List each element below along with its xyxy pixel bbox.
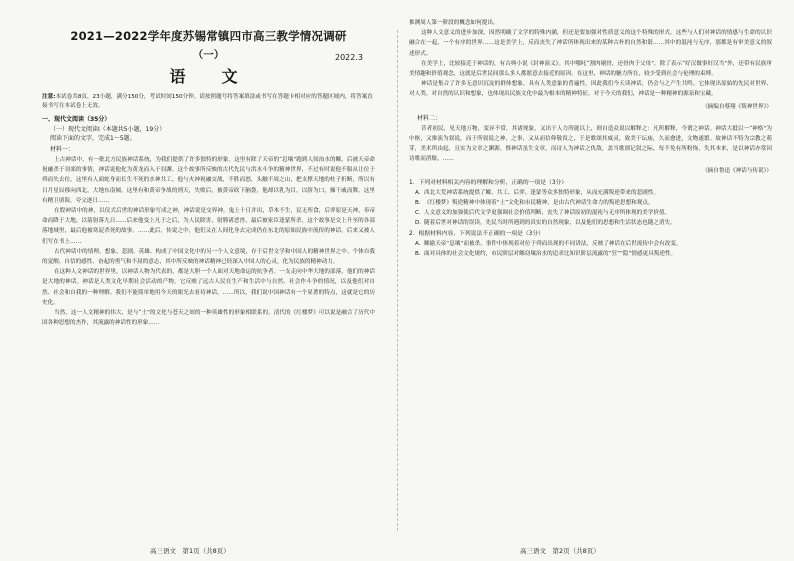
option-text: 鲧偷天帝“息壤”而被杀，事件中体现着对位于舜而出现的不同讲法，反映了神话在后世流传中会有改变。 xyxy=(424,241,682,248)
instruction: 阅读下面的文字，完成1～5题。 xyxy=(50,135,136,142)
question-option xyxy=(409,188,772,198)
question-stem: 1．下列对材料相关内容的理解和分析，正确的一项是（3分） xyxy=(409,180,568,187)
paragraph: 古代神话中的情理、想象、悲剧、英雄、构成了中国文化中的另一个人文意境，存于后世文学和中国人的精神世界之中。个体自我的觉醒、自信的感性、奋起的勇气和不屈的意志，其中所反映的神话精神已经深入中国人的心灵，化为民族的精神动力。 xyxy=(42,248,375,266)
option-text: 西北大荒神话系统提供了鲧、共工、后羿、逢蒙等众多独特形象，从而充满叛逆带来的悲剧性。 xyxy=(424,190,659,197)
page-footer-right: 高三语文 第2页（共8页） xyxy=(520,547,600,555)
notice xyxy=(42,93,375,111)
paragraph: 当然，这一人文精神的伟大，是与“土”的文化与苍天之间的一种英雄性的形象相联系的。清代的《红楼梦》可以说是融合了历代中国各种思想的杰作，其流露的神话性的形象…… xyxy=(42,310,375,327)
exam-date: 2022.3 xyxy=(335,53,363,62)
paragraph: 在殷神话中的神，以仪式后世的神话形象写成之神，神话说是交界神。鬼上十日并出，草木不生，民无所食，后羿原是天神，奉帝命而降于大地，以箭射落九日……后来他变上凡于之后，为人民除害，射塍诸恶兽，最后被家臣逢蒙所杀。这个故事是交上升至的各部落地域里，最后他被寒浞杀死的故事。……此后，传说之中，他们又在人间化身去完成仍在东北的原始民族中流传的神话，后来又被人们写在书上…… xyxy=(42,208,375,245)
option-letter: B． xyxy=(415,200,425,207)
paragraph: 上古神话中，有一批北方民族神话系统，为我们提供了许多独特的形象。这里有除了天帝的“息壤”跑到人间治水的鲧，后被天帝命祝融杀于羽郊的事情，神话说他化为黄龙而入于羽渊。这个故事所反映的古代先民与洪水斗争的精神世界，不过有时说他不服从让位于舜而失去位。这里有人面蛇身而长生不死的水神共工，他与火神祝融交战，不胜而怒，头触不周之山，把支撑天地的柱子折断，所以有日月星辰移向西北，大地东南倾，这里有和黄帝争战的刑天，失败后，被黄帝砍下脑袋，他却以乳为目，以脐为口，操干戚而舞。这里有精卫填海，夸父逐日…… xyxy=(42,157,375,204)
subsection-heading: （一）现代文阅读Ⅰ（本题共5小题，19分） xyxy=(50,126,166,133)
material-label: 材料二： xyxy=(417,114,442,122)
option-text: 随着后世对神话的误读，先民当时所遇到的真实的自然现象，以及他们的思想和生活状态也随之消失。 xyxy=(424,220,676,227)
question-stem: 2．根据材料内容，下列说法不正确的一项是（3分） xyxy=(409,231,544,238)
question-option xyxy=(409,239,772,249)
section-heading: 一、现代文阅读（35分） xyxy=(42,116,111,123)
paragraph: 神话是集合了许多无意识沉淀的群体想象。具有人类意象的普遍性。因此我们今天读神话，仍会与之产生共鸣。它体现出原始的先民对世界、对人类、对自然的认识和想象，也体现出民族文化中最为根本的精神特征。对于今天的我们，神话是一种精神的源泉和宝藏。 xyxy=(409,81,772,98)
paragraph: 在这种人文神话的世界里，以神话人物为代表的，都是大胆一个人面对天地命运的抗争者。一支走向中华大地的部落，他们的神话是大地的神话。神话是人类文化早期社会活动的产物。它反映了远古人民在生产和生活中与自然、社会作斗争的情况，以及他们对自然、社会和自我的一种理解。我们不能简单地用今天的眼光去看待神话。……所以，我们说中国神话有一个显著的特点，这就是它的历史化。 xyxy=(42,269,375,306)
option-letter: A． xyxy=(415,241,425,248)
exam-title: 2021—2022学年度苏锡常镇四市高三教学情况调研 xyxy=(70,29,347,43)
option-letter: C． xyxy=(415,210,425,217)
option-text: 《红楼梦》叛逆精神中体现着“土”文化和市民精神，是由古代神话生命力的叛逆思想和观点。 xyxy=(424,200,654,207)
paragraph: 昔者初民，见天地万物，变异不常，其诸现象，又出于人力所能以上，则自造众说以解释之：凡所解释，今谓之神话。神话大抵以一“神格”为中枢，又推演为叙说，而于所叙说之神，之事，又从而信仰敬畏之，于是歌颂其威灵，致美于坛庙，久而愈进，文物遂繁。故神话不特为宗教之萌芽，美术所由起，且实为文章之渊源。惟神话虽生文章，而诗人为神话之仇敌，盖当歌颂记叙之际，每不免有所粉饰，失其本来，是以神话亦常因诗歌而消歇。…… xyxy=(409,125,772,163)
volume-line xyxy=(42,47,375,62)
option-text: 人文意义的加强使后代文学更强调社会价值判断，丧失了神话原初的混沌与无序所体现的美学价值。 xyxy=(424,210,671,217)
option-letter: A． xyxy=(415,190,425,197)
option-text: 面对具体的社会文化规约，市民阶层对鲧窃壤治水的追求比知识阶层流露的“狂”“隐”情感更具叛逆性。 xyxy=(424,251,677,258)
source-citation: （摘编自蔡翔《叛神世界》） xyxy=(702,103,772,110)
question-option xyxy=(409,218,772,228)
page-right xyxy=(397,0,794,561)
notice-label: 注意: xyxy=(42,94,56,100)
option-letter: B． xyxy=(415,251,425,258)
notice-text: 本试卷共8页，23小题，满分150分，考试时间150分钟。请按照题号将答案填涂或书写在答题卡相对应的答题区域内，将答案直接书写在本试卷上无效。 xyxy=(42,94,373,109)
question-option xyxy=(409,208,772,218)
material-label: 材料一： xyxy=(50,146,75,153)
paragraph: 在美学上，比较接近于神话的，有古典小说《封神演义》。其中哪吒“割肉剔骨，还骨肉于父母”，除了表示“好汉做事好汉当”外，还带有民族审美情趣和价值观念，这就是后世民间那么多人都愿意去接近的原因。在这里，神话的魅力所在，较少受到社会与伦理的束缚。 xyxy=(409,60,772,78)
option-letter: D． xyxy=(415,220,425,227)
question-option xyxy=(409,249,772,259)
paragraph: 推测周人第一阶段的概念如何提出。 xyxy=(409,20,499,26)
paragraph: 这种人文意义的进步加深，因然明确了文学的特殊内涵，但还是要加强对性质意义的这个特殊的形式。这些与人们对神话的情感与生命的认识融合在一起，一个有序的世界……这是美学上，反而丧失了神话所体现出来的某种古朴的自然和谐……其中的混沌与无序，那都是有审美意义的叙述形式。 xyxy=(409,30,772,57)
question-option xyxy=(409,198,772,208)
source-citation: （摘自鲁迅《神话与传说》） xyxy=(702,168,772,175)
page-footer-left: 高三语文 第1页（共8页） xyxy=(150,547,230,555)
volume-label: （一） xyxy=(192,49,225,61)
subject-title: 语 文 xyxy=(169,67,248,86)
